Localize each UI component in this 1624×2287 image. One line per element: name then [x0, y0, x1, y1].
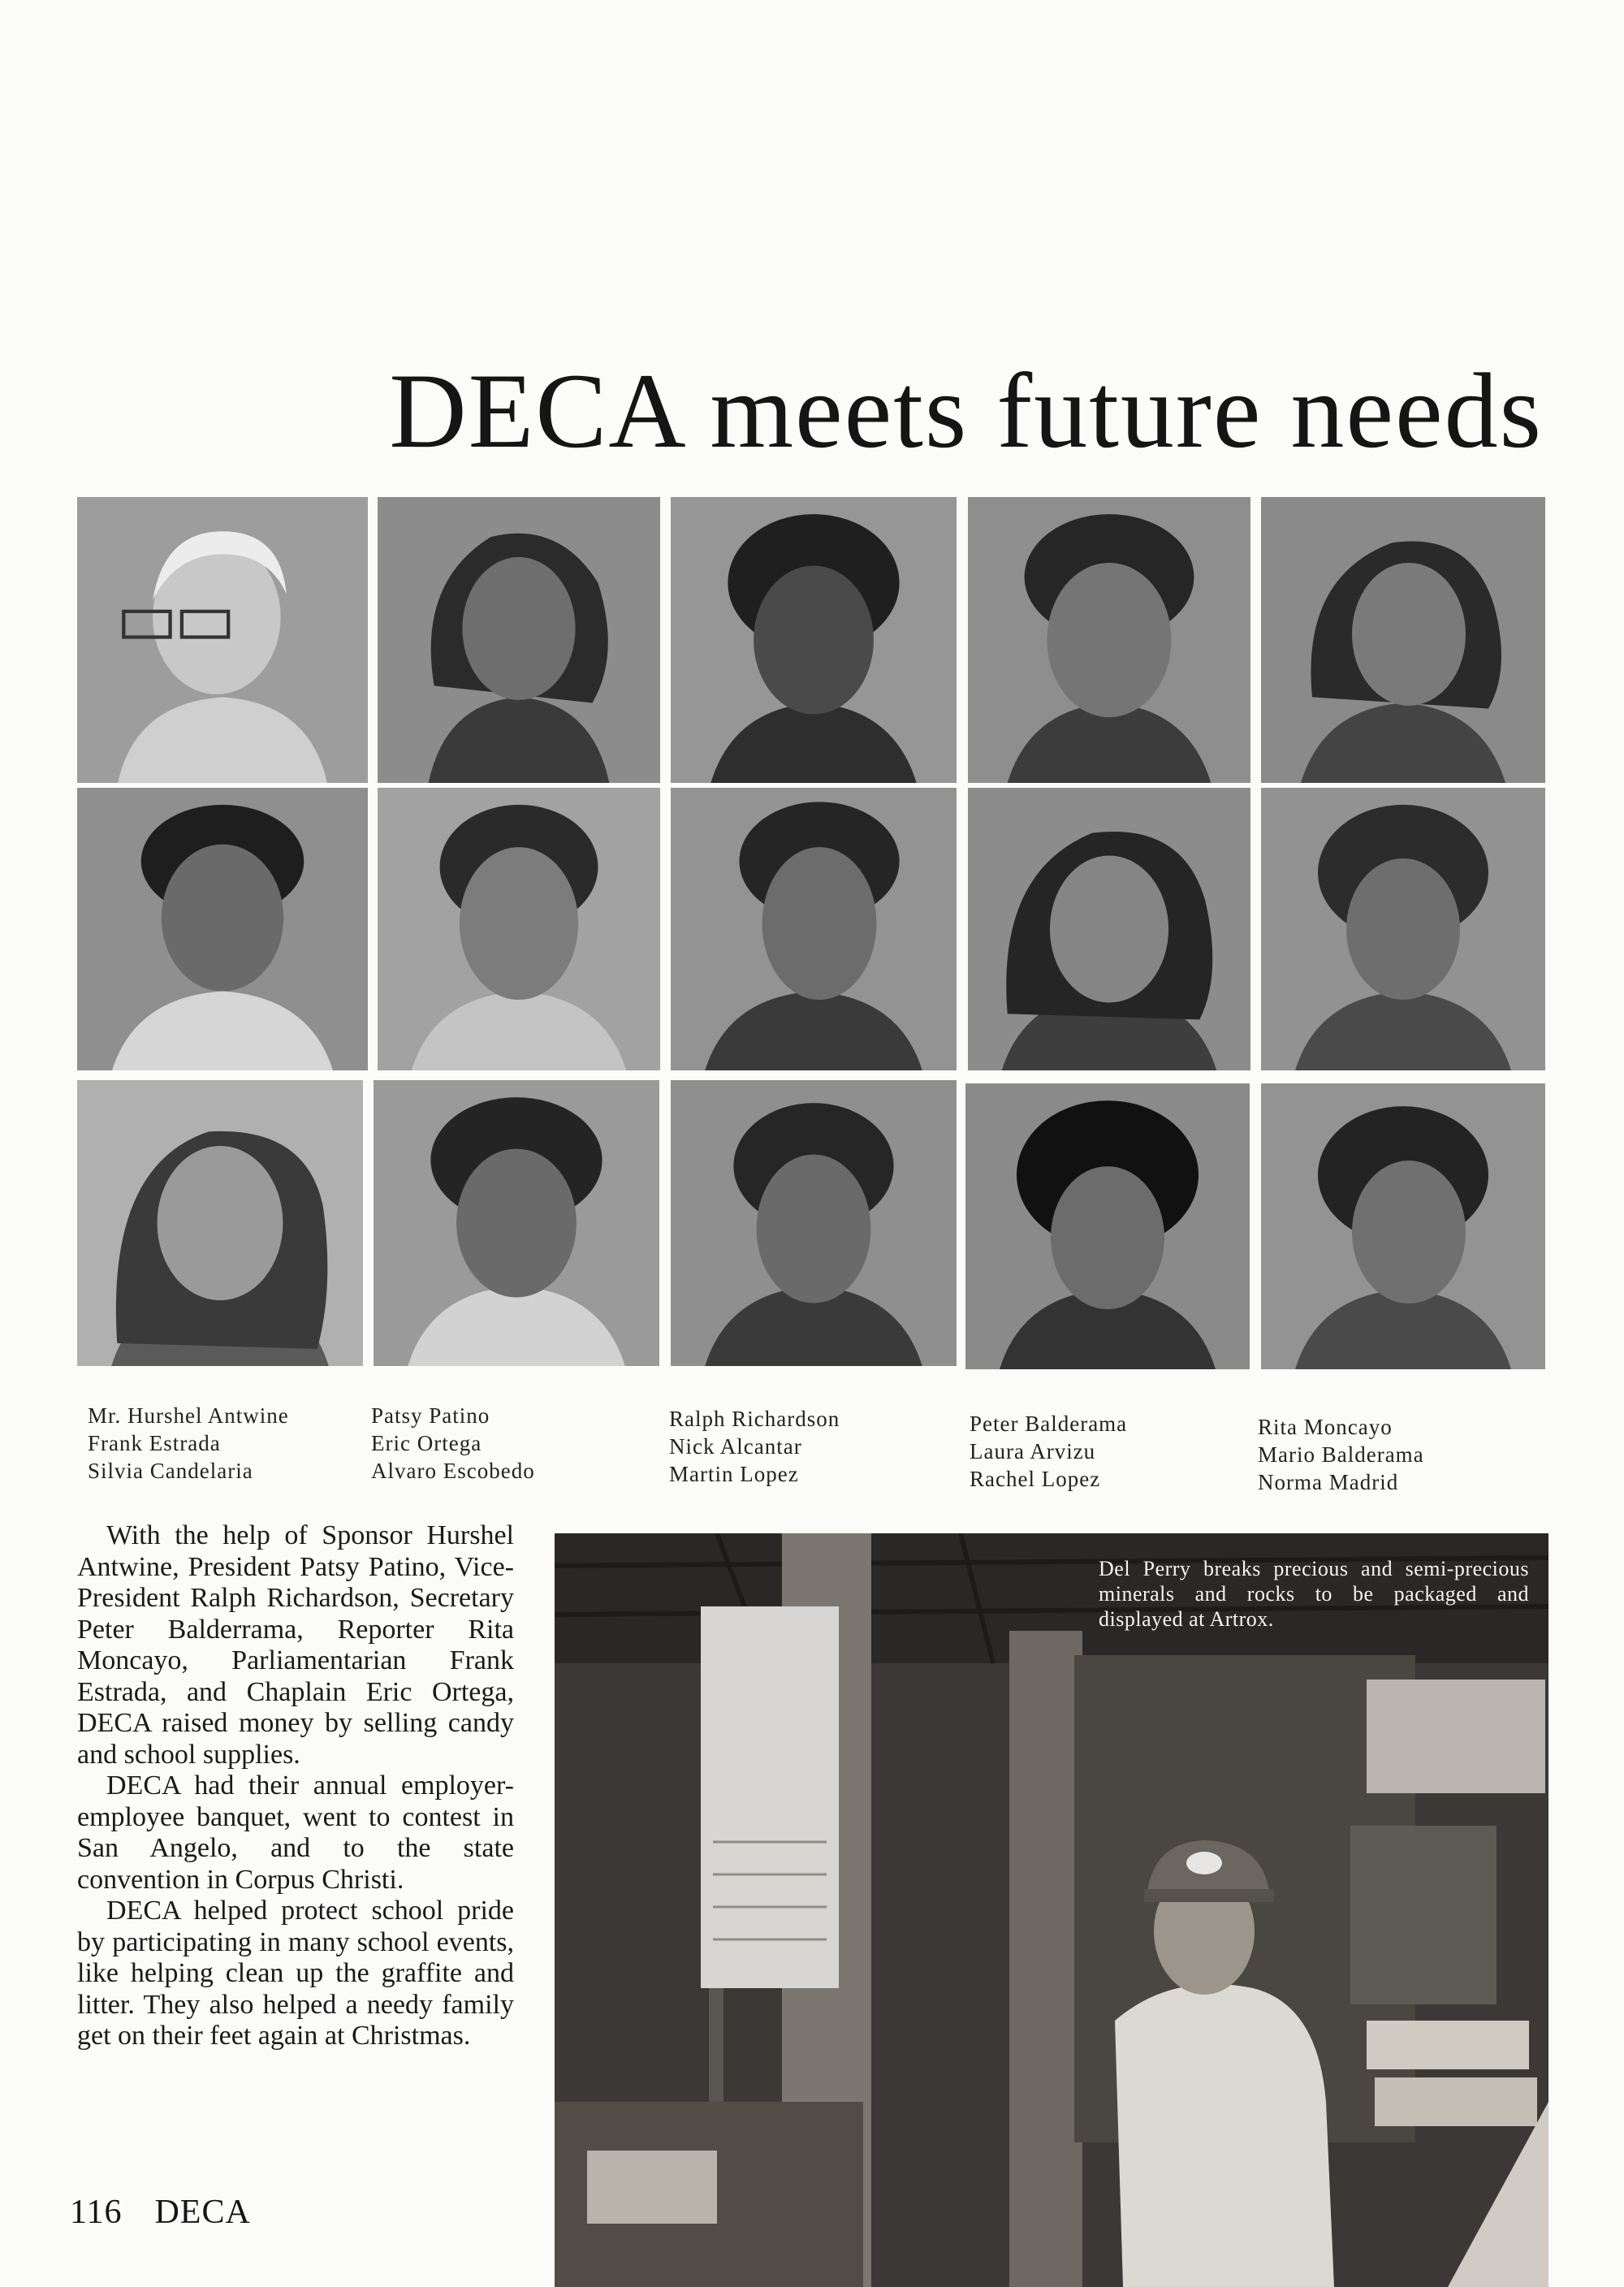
- names-column-1: [88, 1402, 289, 1485]
- portrait-figure: [77, 788, 368, 1070]
- workshop-photo: [555, 1533, 1548, 2287]
- portrait-11: [77, 1080, 363, 1366]
- portrait-figure: [378, 788, 660, 1070]
- portrait-2: [378, 497, 660, 783]
- page-footer: [70, 2193, 283, 2232]
- portrait-figure: [1261, 497, 1545, 783]
- name-label: Rachel Lopez: [970, 1467, 1101, 1491]
- paragraph: DECA helped protect school pride by participating in many school events, like helping clean up the graffite and litter. They also helped a needy family get on their feet again at Christmas.: [77, 1896, 514, 2051]
- portrait-1: [77, 497, 368, 783]
- portrait-figure: [374, 1080, 659, 1366]
- name-label: Ralph Richardson: [669, 1407, 840, 1431]
- portrait-13: [671, 1080, 957, 1366]
- paragraph: DECA had their annual employer-employee banquet, went to contest in San Angelo, and to the state convention in Corpus Christi.: [77, 1770, 514, 1895]
- portrait-4: [968, 497, 1250, 783]
- name-label: Patsy Patino: [371, 1403, 490, 1428]
- name-label: Norma Madrid: [1258, 1470, 1399, 1494]
- portrait-14: [965, 1083, 1250, 1369]
- name-label: Silvia Candelaria: [88, 1459, 253, 1483]
- portrait-figure: [1261, 1083, 1545, 1369]
- name-label: Eric Ortega: [371, 1431, 482, 1455]
- name-label: Rita Moncayo: [1258, 1415, 1393, 1439]
- portrait-7: [378, 788, 660, 1070]
- portrait-figure: [378, 497, 660, 783]
- names-column-2: [371, 1402, 535, 1485]
- portrait-figure: [965, 1083, 1250, 1369]
- photo-caption: Del Perry breaks precious and semi-precious minerals and rocks to be packaged and displayed at Artrox.: [1099, 1557, 1529, 1631]
- portrait-figure: [77, 1080, 363, 1366]
- portrait-9: [968, 788, 1250, 1070]
- name-label: Peter Balderama: [970, 1412, 1128, 1436]
- portrait-figure: [671, 788, 957, 1070]
- portrait-12: [374, 1080, 659, 1366]
- portrait-figure: [671, 497, 957, 783]
- name-label: Laura Arvizu: [970, 1439, 1096, 1463]
- portrait-8: [671, 788, 957, 1070]
- section-label: DECA: [154, 2194, 251, 2231]
- names-column-5: [1258, 1413, 1424, 1496]
- portrait-figure: [77, 497, 368, 783]
- name-label: Alvaro Escobedo: [371, 1459, 535, 1483]
- portrait-3: [671, 497, 957, 783]
- names-column-4: [970, 1410, 1127, 1493]
- paragraph: With the help of Sponsor Hurshel Antwine, President Patsy Patino, Vice-President Ralph Richardson, Secretary Peter Balderrama, Reporter Rita Moncayo, Parliamentarian Frank Estrada, and Chaplain Eric Ortega, DECA raised money by selling candy and school supplies.: [77, 1520, 514, 1770]
- article-body: [77, 1520, 514, 2052]
- names-column-3: [669, 1405, 840, 1488]
- portrait-5: [1261, 497, 1545, 783]
- name-label: Frank Estrada: [88, 1431, 221, 1455]
- portrait-figure: [1261, 788, 1545, 1070]
- name-label: Nick Alcantar: [669, 1434, 802, 1459]
- page-number: 116: [70, 2194, 123, 2231]
- portrait-figure: [968, 497, 1250, 783]
- portrait-6: [77, 788, 368, 1070]
- name-label: Martin Lopez: [669, 1462, 799, 1486]
- workshop-scene: [555, 1533, 1548, 2287]
- portrait-figure: [671, 1080, 957, 1366]
- page-title: DECA meets future needs: [389, 351, 1543, 470]
- name-label: Mr. Hurshel Antwine: [88, 1403, 289, 1428]
- portrait-15: [1261, 1083, 1545, 1369]
- name-label: Mario Balderama: [1258, 1442, 1424, 1467]
- portrait-figure: [968, 788, 1250, 1070]
- portrait-10: [1261, 788, 1545, 1070]
